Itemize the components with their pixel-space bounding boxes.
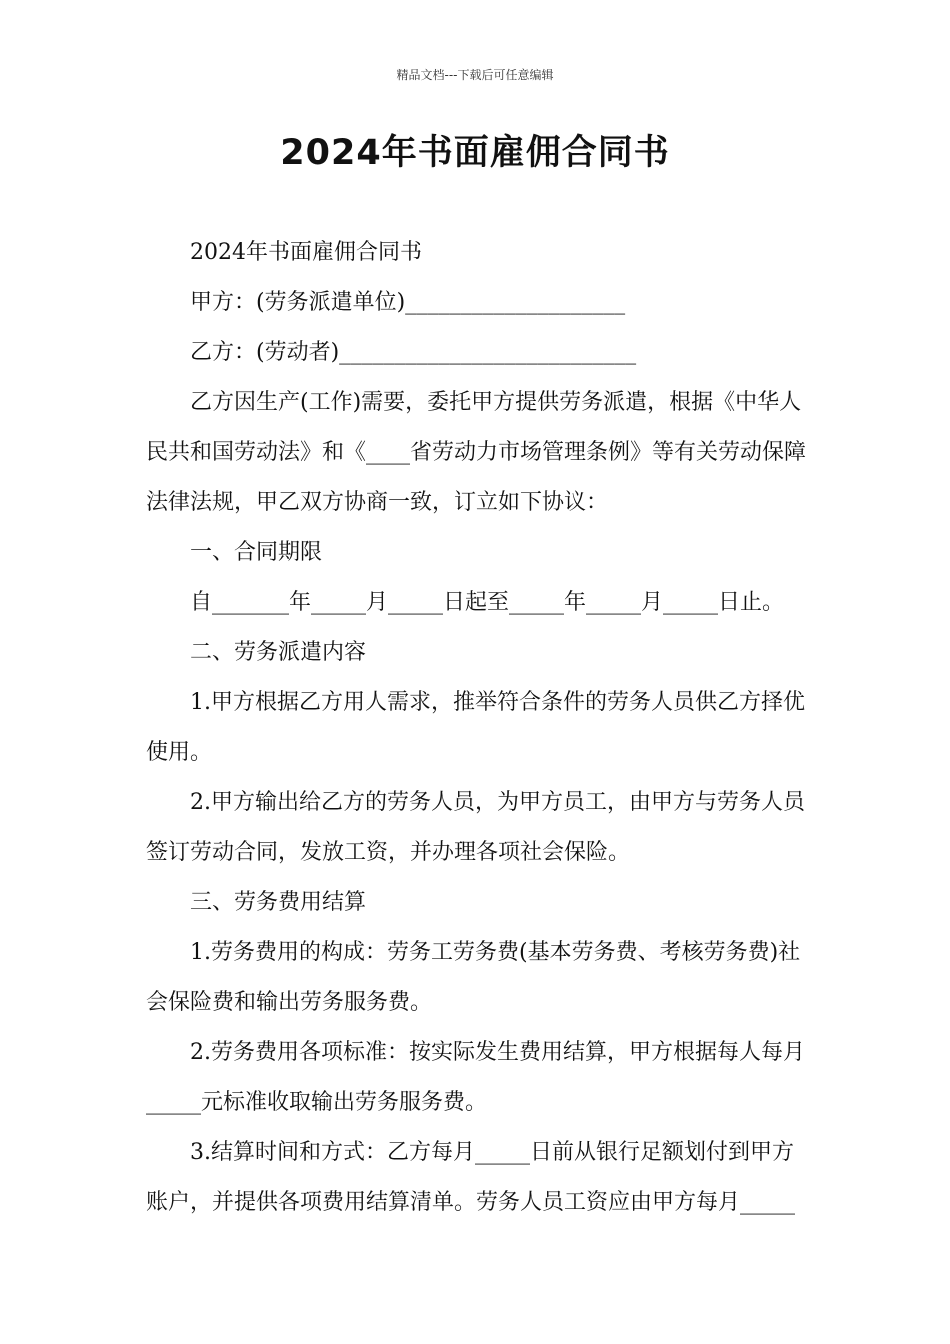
document-title: 2024年书面雇佣合同书 <box>280 133 670 173</box>
page-header: 精品文档---下载后可任意编辑 <box>396 68 554 82</box>
paragraph: 2.甲方输出给乙方的劳务人员，为甲方员工，由甲方与劳务人员签订劳动合同，发放工资，并办理各项社会保险。 <box>146 790 805 865</box>
section-heading: 三、劳务费用结算 <box>190 890 367 915</box>
paragraph: 甲方：(劳务派遣单位)____________________ <box>190 290 626 315</box>
paragraph: 自_______年_____月_____日起至_____年_____月_____日止。 <box>190 590 785 615</box>
paragraph: 乙方：(劳动者)___________________________ <box>190 340 637 365</box>
paragraph: 2024年书面雇佣合同书 <box>190 240 422 265</box>
paragraph: 3.结算时间和方式：乙方每月_____日前从银行足额划付到甲方账户，并提供各项费用结算清单。劳务人员工资应由甲方每月_____ <box>146 1140 796 1215</box>
document-body <box>146 228 806 1228</box>
paragraph: 1.甲方根据乙方用人需求，推举符合条件的劳务人员供乙方择优使用。 <box>146 690 805 765</box>
paragraph: 2.劳务费用各项标准：按实际发生费用结算，甲方根据每人每月_____元标准收取输出劳务服务费。 <box>146 1040 805 1115</box>
paragraph: 乙方因生产(工作)需要，委托甲方提供劳务派遣，根据《中华人民共和国劳动法》和《____省劳动力市场管理条例》等有关劳动保障法律法规，甲乙双方协商一致，订立如下协议： <box>146 390 807 515</box>
section-heading: 二、劳务派遣内容 <box>190 640 367 665</box>
paragraph: 1.劳务费用的构成：劳务工劳务费(基本劳务费、考核劳务费)社会保险费和输出劳务服务费。 <box>146 940 801 1015</box>
section-heading: 一、合同期限 <box>190 540 323 565</box>
